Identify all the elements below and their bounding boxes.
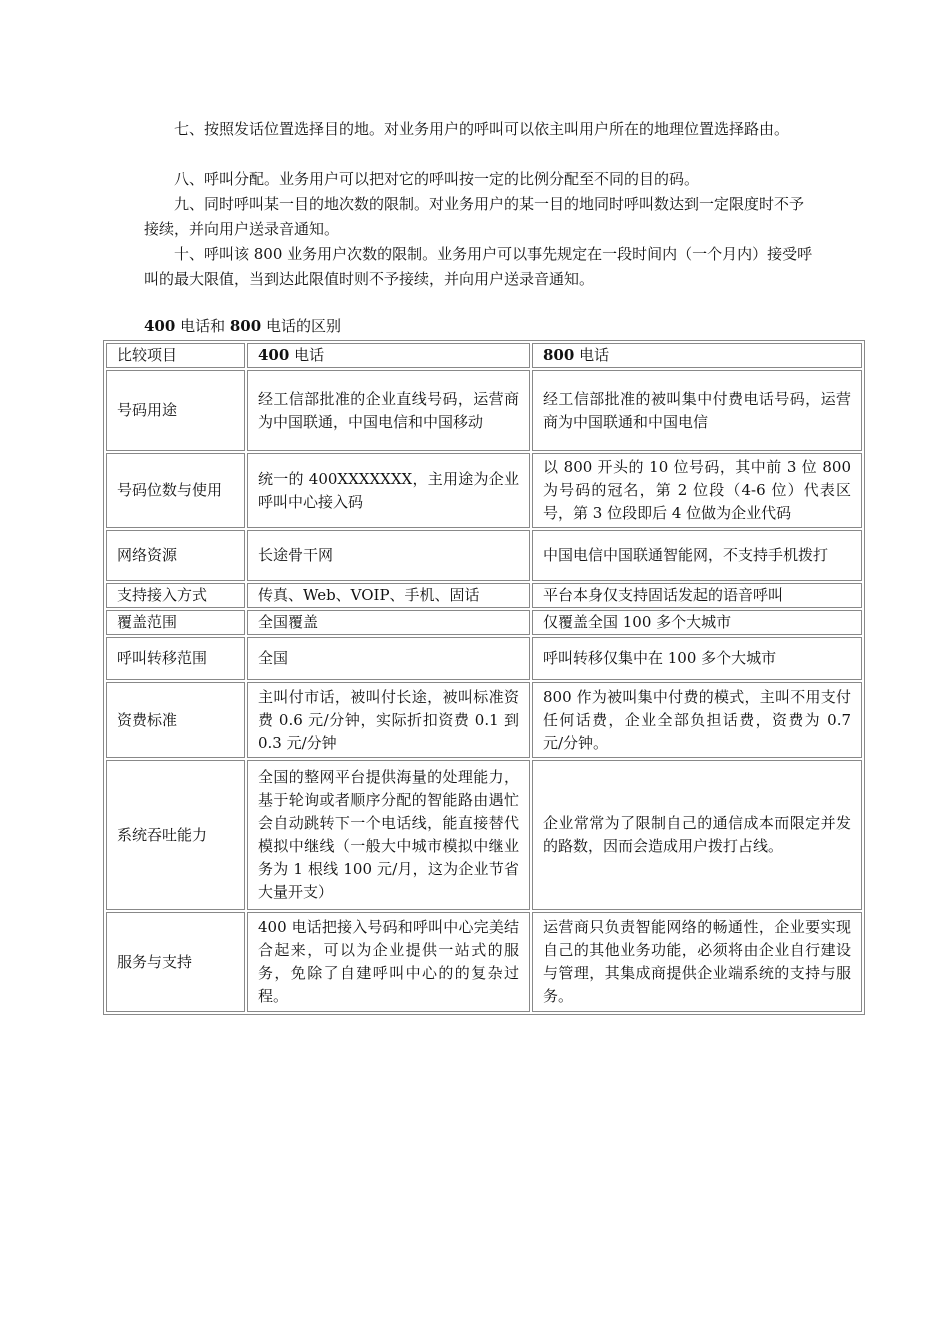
paragraph-eight <box>144 167 814 192</box>
table-row <box>106 370 862 451</box>
row-400-cell: 长途骨干网 <box>247 530 530 581</box>
table-row <box>106 682 862 758</box>
row-item: 服务与支持 <box>106 912 245 1012</box>
caption-number-800: 800 <box>229 317 262 335</box>
header-800-number: 800 <box>543 346 575 364</box>
row-400-cell: 全国的整网平台提供海量的处理能力，基于轮询或者顺序分配的智能路由遇忙会自动跳转下一个电话线，能直接替代模拟中继线（一般大中城市模拟中继业务为 1 根线 100 元/月，这为企业节省大量开支） <box>247 760 530 910</box>
row-800-cell: 800 作为被叫集中付费的模式，主叫不用支付任何话费，企业全部负担话费，资费为 0.7 元/分钟。 <box>532 682 862 758</box>
table-row <box>106 637 862 680</box>
row-item: 支持接入方式 <box>106 583 245 608</box>
table-row <box>106 583 862 608</box>
row-800-cell: 中国电信中国联通智能网，不支持手机拨打 <box>532 530 862 581</box>
row-800-cell: 以 800 开头的 10 位号码，其中前 3 位 800 为号码的冠名，第 2 位段（4-6 位）代表区号，第 3 位段即后 4 位做为企业代码 <box>532 453 862 528</box>
header-400-text: 电话 <box>289 346 325 364</box>
header-item: 比较项目 <box>106 343 245 368</box>
header-400-number: 400 <box>258 346 290 364</box>
table-row <box>106 912 862 1012</box>
row-800-cell: 平台本身仅支持固话发起的语音呼叫 <box>532 583 862 608</box>
row-800-cell: 企业常常为了限制自己的通信成本而限定并发的路数，因而会造成用户拨打占线。 <box>532 760 862 910</box>
header-800 <box>532 343 862 368</box>
paragraph-seven <box>144 117 814 142</box>
row-item: 号码位数与使用 <box>106 453 245 528</box>
header-400 <box>247 343 530 368</box>
table-caption <box>144 316 341 336</box>
row-item: 资费标准 <box>106 682 245 758</box>
row-item: 系统吞吐能力 <box>106 760 245 910</box>
paragraph-text: 十、呼叫该 800 业务用户次数的限制。业务用户可以事先规定在一段时间内（一个月内）接受呼叫的最大限值，当到达此限值时则不予接续，并向用户送录音通知。 <box>144 245 813 288</box>
row-item: 呼叫转移范围 <box>106 637 245 680</box>
row-400-cell: 经工信部批准的企业直线号码，运营商为中国联通，中国电信和中国移动 <box>247 370 530 451</box>
row-item: 网络资源 <box>106 530 245 581</box>
header-800-text: 电话 <box>574 346 610 364</box>
row-800-cell: 经工信部批准的被叫集中付费电话号码，运营商为中国联通和中国电信 <box>532 370 862 451</box>
row-400-cell: 统一的 400XXXXXXX，主用途为企业呼叫中心接入码 <box>247 453 530 528</box>
caption-text: 电话的区别 <box>261 317 341 335</box>
paragraph-text: 七、按照发话位置选择目的地。对业务用户的呼叫可以依主叫用户所在的地理位置选择路由。 <box>174 120 790 138</box>
row-800-cell: 仅覆盖全国 100 多个大城市 <box>532 610 862 635</box>
row-400-cell: 主叫付市话，被叫付长途，被叫标准资费 0.6 元/分钟，实际折扣资费 0.1 到 0.3 元/分钟 <box>247 682 530 758</box>
paragraph-text: 九、同时呼叫某一目的地次数的限制。对业务用户的某一目的地同时呼叫数达到一定限度时不予接续，并向用户送录音通知。 <box>144 195 805 238</box>
row-800-cell: 呼叫转移仅集中在 100 多个大城市 <box>532 637 862 680</box>
row-item: 号码用途 <box>106 370 245 451</box>
row-item: 覆盖范围 <box>106 610 245 635</box>
caption-text: 电话和 <box>175 317 230 335</box>
caption-number-400: 400 <box>144 317 176 335</box>
paragraph-text: 八、呼叫分配。业务用户可以把对它的呼叫按一定的比例分配至不同的目的码。 <box>174 170 700 188</box>
paragraph-ten <box>144 242 814 292</box>
comparison-table <box>103 340 865 1015</box>
paragraph-nine <box>144 192 814 242</box>
row-400-cell: 400 电话把接入号码和呼叫中心完美结合起来，可以为企业提供一站式的服务，免除了自建呼叫中心的的复杂过程。 <box>247 912 530 1012</box>
table-header-row <box>106 343 862 368</box>
table-row <box>106 530 862 581</box>
row-800-cell: 运营商只负责智能网络的畅通性，企业要实现自己的其他业务功能，必须将由企业自行建设与管理，其集成商提供企业端系统的支持与服务。 <box>532 912 862 1012</box>
table-row <box>106 760 862 910</box>
row-400-cell: 全国覆盖 <box>247 610 530 635</box>
table-row <box>106 453 862 528</box>
table-row <box>106 610 862 635</box>
row-400-cell: 传真、Web、VOIP、手机、固话 <box>247 583 530 608</box>
row-400-cell: 全国 <box>247 637 530 680</box>
